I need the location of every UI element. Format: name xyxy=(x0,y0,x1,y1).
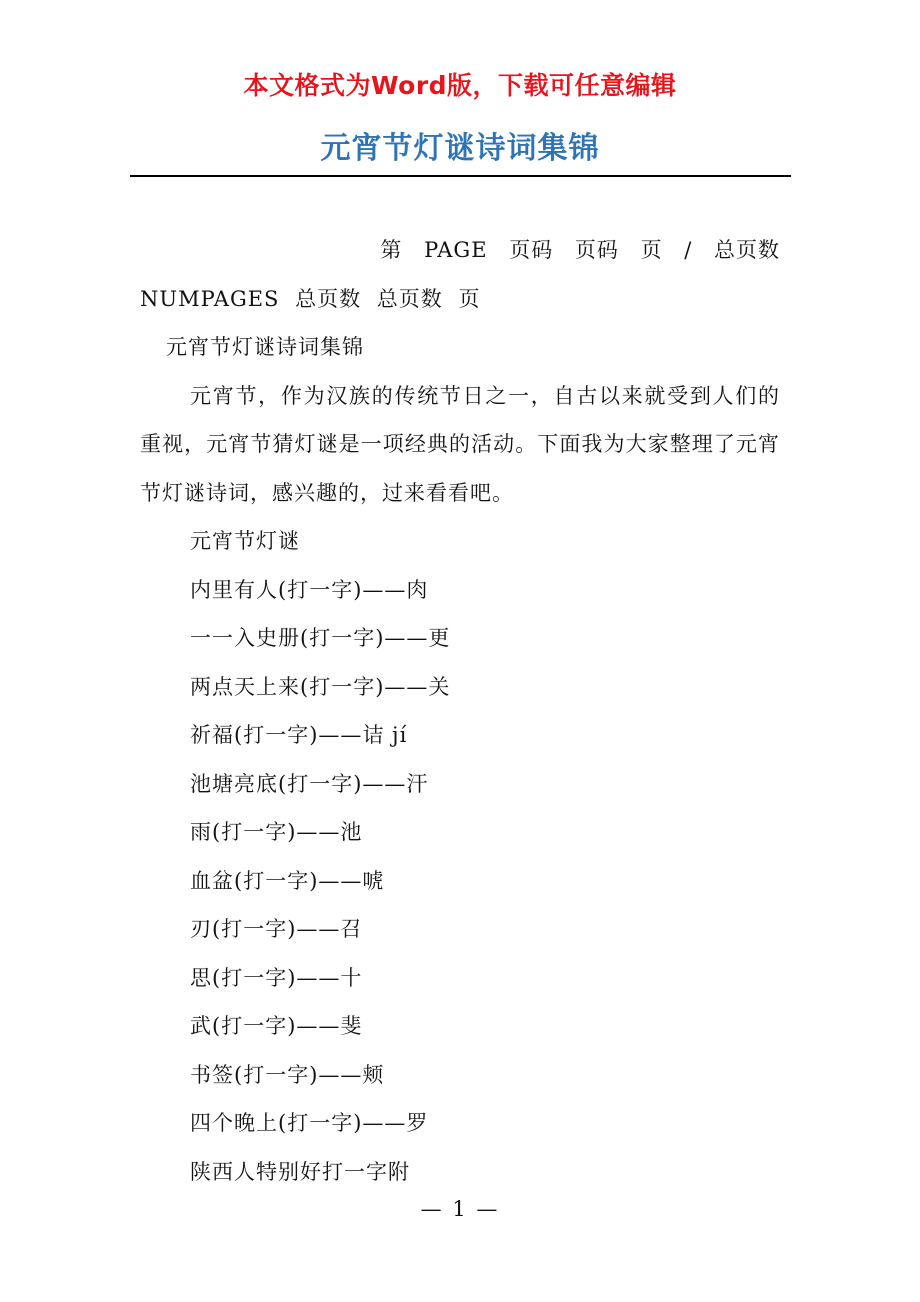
section-heading: 元宵节灯谜 xyxy=(190,529,300,553)
page-field-line-2: NUMPAGES 总页数 总页数 页 xyxy=(140,286,481,311)
riddle-item: 内里有人(打一字)——肉 xyxy=(190,577,429,602)
riddle-item: 两点天上来(打一字)——关 xyxy=(190,674,451,699)
riddle-item: 池塘亮底(打一字)——汗 xyxy=(190,771,429,796)
riddle-item: 陕西人特别好打一字附 xyxy=(190,1159,410,1184)
riddle-item: 雨(打一字)——池 xyxy=(190,820,363,844)
title-divider xyxy=(130,175,791,177)
riddle-item: 思(打一字)——十 xyxy=(190,965,363,990)
document-title: 元宵节灯谜诗词集锦 xyxy=(320,131,600,166)
page-field-line-1: 第 PAGE 页码 页码 页 / 总页数 xyxy=(380,238,780,262)
page-number: — 1 — xyxy=(420,1197,500,1221)
riddle-item: 一一入史册(打一字)——更 xyxy=(190,626,451,650)
riddle-item: 武(打一字)——斐 xyxy=(190,1014,363,1038)
riddle-item: 血盆(打一字)——唬 xyxy=(190,868,385,893)
intro-paragraph: 元宵节，作为汉族的传统节日之一，自古以来就受到人们的重视，元宵节猜灯谜是一项经典的活动。下面我为大家整理了元宵节灯谜诗词，感兴趣的，过来看看吧。 xyxy=(140,383,780,505)
subtitle: 元宵节灯谜诗词集锦 xyxy=(166,335,364,359)
riddle-item: 刃(打一字)——召 xyxy=(190,917,363,941)
riddle-item: 四个晚上(打一字)——罗 xyxy=(190,1111,429,1135)
document-body xyxy=(140,226,780,1196)
format-notice: 本文格式为Word版，下载可任意编辑 xyxy=(243,71,677,100)
riddle-item: 祈福(打一字)——诘 jí xyxy=(190,723,408,747)
riddle-item: 书签(打一字)——颊 xyxy=(190,1062,385,1087)
